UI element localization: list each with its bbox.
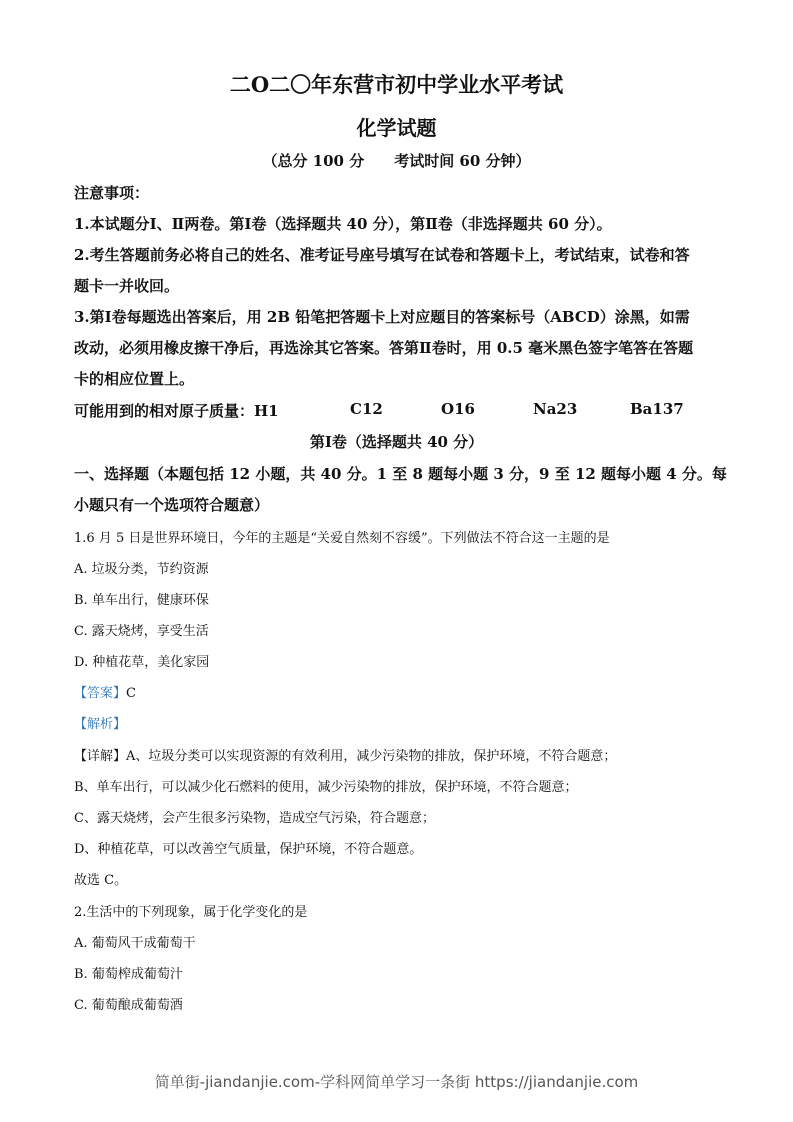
exam-meta: （总分 100 分 考试时间 60 分钟） <box>262 152 531 170</box>
analysis-label: 【解析】 <box>74 717 127 732</box>
answer-value: C <box>126 686 136 701</box>
q1-option-d: D. 种植花草，美化家园 <box>74 655 210 670</box>
atomic-mass-o: O16 <box>441 400 475 418</box>
q1-detail-line-3: C、露天烧烤，会产生很多污染物，造成空气污染，符合题意； <box>74 811 435 826</box>
atomic-mass-ba: Ba137 <box>630 400 684 418</box>
q1-answer <box>74 682 136 701</box>
notice-item-2-line-1: 2.考生答题前务必将自己的姓名、准考证号座号填写在试卷和答题卡上，考试结束，试卷和答 <box>74 246 690 264</box>
q1-stem: 1.6 月 5 日是世界环境日，今年的主题是“关爱自然刻不容缓”。下列做法不符合这一主题的是 <box>74 531 610 546</box>
notice-item-1: 1.本试题分Ⅰ、Ⅱ两卷。第Ⅰ卷（选择题共 40 分），第Ⅱ卷（非选择题共 60 分）。 <box>74 215 612 233</box>
section-instruction-line-2: 小题只有一个选项符合题意） <box>74 496 270 514</box>
footer-watermark: 简单街-jiandanjie.com-学科网简单学习一条街 https://jiandanjie.com <box>154 1073 639 1091</box>
notice-heading: 注意事项： <box>74 184 150 202</box>
notice-item-3-line-3: 卡的相应位置上。 <box>74 370 195 388</box>
q2-stem: 2.生活中的下列现象，属于化学变化的是 <box>74 905 308 920</box>
notice-item-2-line-2: 题卡一并收回。 <box>74 277 180 295</box>
answer-label: 【答案】 <box>74 686 127 701</box>
q1-option-a: A. 垃圾分类，节约资源 <box>74 562 209 577</box>
atomic-mass-label: 可能用到的相对原子质量：H1 <box>74 402 279 420</box>
q1-detail-line-4: D、种植花草，可以改善空气质量，保护环境，不符合题意。 <box>74 842 423 857</box>
atomic-mass-na: Na23 <box>533 400 578 418</box>
section-instruction-line-1: 一、选择题（本题包括 12 小题，共 40 分。1 至 8 题每小题 3 分，9 至 12 题每小题 4 分。每 <box>74 465 727 483</box>
exam-title: 二O二〇年东营市初中学业水平考试 <box>229 72 564 97</box>
q2-option-c: C. 葡萄酿成葡萄酒 <box>74 998 183 1013</box>
q1-detail-line-2: B、单车出行，可以减少化石燃料的使用，减少污染物的排放，保护环境，不符合题意； <box>74 780 578 795</box>
q1-option-b: B. 单车出行，健康环保 <box>74 593 209 608</box>
q2-option-a: A. 葡萄风干成葡萄干 <box>74 936 196 951</box>
q2-option-b: B. 葡萄榨成葡萄汁 <box>74 967 183 982</box>
atomic-mass-c: C12 <box>350 400 383 418</box>
q1-option-c: C. 露天烧烤，享受生活 <box>74 624 209 639</box>
notice-item-3-line-1: 3.第Ⅰ卷每题选出答案后，用 2B 铅笔把答题卡上对应题目的答案标号（ABCD）涂黑，如需 <box>74 308 690 326</box>
q1-detail-line-1: 【详解】A、垃圾分类可以实现资源的有效利用，减少污染物的排放，保护环境，不符合题意； <box>74 749 617 764</box>
exam-subject: 化学试题 <box>356 116 437 140</box>
atomic-mass-line <box>74 400 694 420</box>
part1-heading: 第Ⅰ卷（选择题共 40 分） <box>309 433 484 451</box>
notice-item-3-line-2: 改动，必须用橡皮擦干净后，再选涂其它答案。答第Ⅱ卷时，用 0.5 毫米黑色签字笔答在答题 <box>74 339 694 357</box>
q1-conclusion: 故选 C。 <box>74 873 128 888</box>
